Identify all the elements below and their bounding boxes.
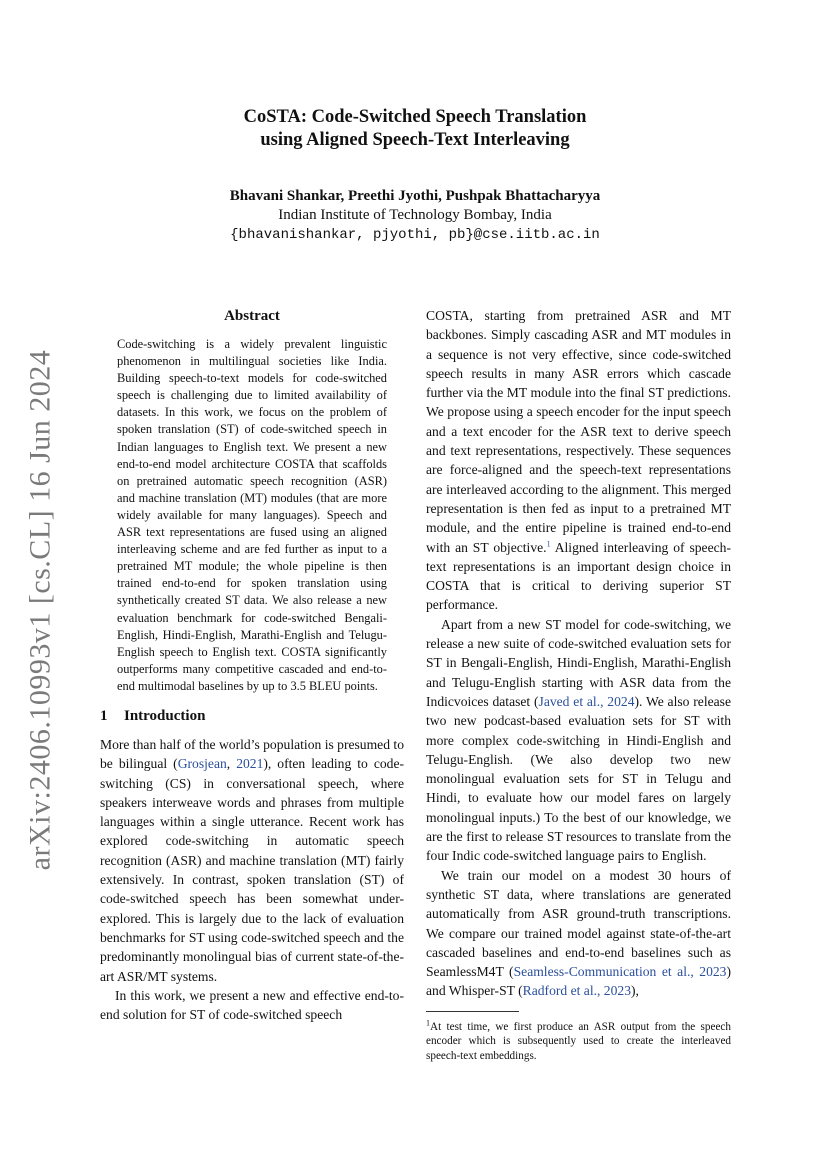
arxiv-identifier-stamp bbox=[20, 349, 60, 871]
right-column bbox=[426, 306, 731, 1063]
section-heading-introduction bbox=[100, 706, 404, 726]
title-line-1: CoSTA: Code-Switched Speech Translation bbox=[243, 107, 587, 127]
right-p2-text-a: Apart from a new ST model for code-switching, we release a new suite of code-switched evaluation sets for ST in Bengali-English, Hindi-English, Marathi-English and Telugu-English starting with ASR data from the Indicvoices dataset ( bbox=[426, 616, 731, 709]
intro-paragraph-1 bbox=[100, 735, 404, 986]
footnote-divider bbox=[426, 1011, 519, 1012]
footnote bbox=[426, 1017, 731, 1064]
right-p3-text-c: ), bbox=[631, 983, 639, 999]
right-p3-text-a: We train our model on a modest 30 hours of synthetic ST data, where translations are generated automatically from ASR ground-truth transcriptions. We compare our trained model against state-of-the-art cascaded baselines and end-to-end baselines such as SeamlessM4T ( bbox=[426, 867, 731, 980]
citation-javed[interactable]: Javed et al., 2024 bbox=[538, 693, 635, 709]
affiliation: Indian Institute of Technology Bombay, India bbox=[278, 207, 552, 223]
right-p2-text-b: ). We also release two new podcast-based evaluation sets for ST with more complex code-switching in Hindi-English and Telugu-English. (We also develop two new monolingual evaluation sets for ST in Telugu and Hindi, to evaluate how our model fares on largely monolingual inputs.) To the best of our knowledge, we are the first to release ST resources to translate from the four Indic code-switched language pairs to English. bbox=[426, 693, 731, 864]
section-title: Introduction bbox=[124, 707, 206, 724]
footnote-text: At test time, we first produce an ASR output from the speech encoder which is subsequently used to create the interleaved speech-text embeddings. bbox=[426, 1020, 731, 1062]
intro-paragraph-2: In this work, we present a new and effective end-to-end solution for ST of code-switched speech bbox=[100, 987, 404, 1023]
right-paragraph-2 bbox=[426, 615, 731, 866]
citation-grosjean-year[interactable]: 2021 bbox=[236, 756, 264, 772]
footnote-number: 1 bbox=[426, 1017, 430, 1027]
citation-grosjean[interactable]: Grosjean bbox=[177, 756, 227, 772]
footnote-marker[interactable]: 1 bbox=[546, 539, 551, 549]
left-column bbox=[100, 306, 404, 1024]
section-number: 1 bbox=[100, 707, 108, 724]
abstract-heading: Abstract bbox=[224, 308, 280, 324]
citation-seamless[interactable]: Seamless-Communication et al., 2023 bbox=[513, 964, 727, 980]
paper-title bbox=[100, 106, 730, 152]
author-emails: {bhavanishankar, pjyothi, pb}@cse.iitb.ac.in bbox=[230, 227, 600, 243]
right-paragraph-1 bbox=[426, 306, 731, 615]
abstract-text: Code-switching is a widely prevalent linguistic phenomenon in multilingual societies like India. Building speech-to-text models for code-switched speech is challenging due to limited availability of datasets. In this work, we focus on the problem of spoken translation (ST) of code-switched speech in Indian languages to English text. We present a new end-to-end model architecture COSTA that scaffolds on pretrained automatic speech recognition (ASR) and machine translation (MT) modules (that are more widely available for many languages). Speech and ASR text representations are fused using an aligned interleaving scheme and are fed further as input to a pretrained MT module; the whole pipeline is then trained end-to-end for spoken translation using synthetically created ST data. We also release a new evaluation benchmark for code-switched Bengali-English, Hindi-English, Marathi-English and Telugu-English speech to English text. COSTA significantly outperforms many competitive cascaded and end-to-end multimodal baselines by up to 3.5 BLEU points. bbox=[117, 337, 387, 693]
right-paragraph-3 bbox=[426, 866, 731, 1001]
citation-radford[interactable]: Radford et al., 2023 bbox=[522, 983, 631, 999]
author-list: Bhavani Shankar, Preethi Jyothi, Pushpak Bhattacharyya bbox=[229, 188, 601, 204]
right-p1-text-b: Aligned interleaving of speech-text representations is an important design choice in COSTA that is critical to deriving superior ST performance. bbox=[426, 539, 731, 613]
right-p3-text-b: ) and Whisper-ST ( bbox=[426, 964, 732, 999]
intro-p1-text-b: , bbox=[226, 756, 237, 772]
intro-p1-text-c: ), often leading to code-switching (CS) in conversational speech, where speakers interweave words and phrases from multiple languages within a single utterance. Recent work has explored code-switching in automatic speech recognition (ASR) and machine translation (MT) fairly extensively. In contrast, spoken translation (ST) of code-switched speech has been somewhat under-explored. This is largely due to the lack of evaluation benchmarks for ST using code-switched speech and the predominantly monolingual bias of current state-of-the-art ASR/MT systems. bbox=[100, 756, 405, 984]
right-p1-text-a: COSTA, starting from pretrained ASR and MT backbones. Simply cascading ASR and MT modules in a sequence is not very effective, since code-switched speech results in many ASR errors which cascade further via the MT module into the final ST predictions. We propose using a speech encoder for the input speech and a text encoder for the ASR text to derive speech and text representations, respectively. These sequences are force-aligned and the speech-text representations are interleaved according to the alignment. This merged representation is then fed as input to a pretrained MT module, and the entire pipeline is trained end-to-end with an ST objective. bbox=[426, 308, 731, 555]
intro-p1-text-a: More than half of the world’s population is presumed to be bilingual ( bbox=[100, 736, 404, 772]
title-line-2: using Aligned Speech-Text Interleaving bbox=[260, 130, 570, 150]
arxiv-identifier-text: arXiv:2406.10993v1 [cs.CL] 16 Jun 2024 bbox=[23, 349, 56, 871]
